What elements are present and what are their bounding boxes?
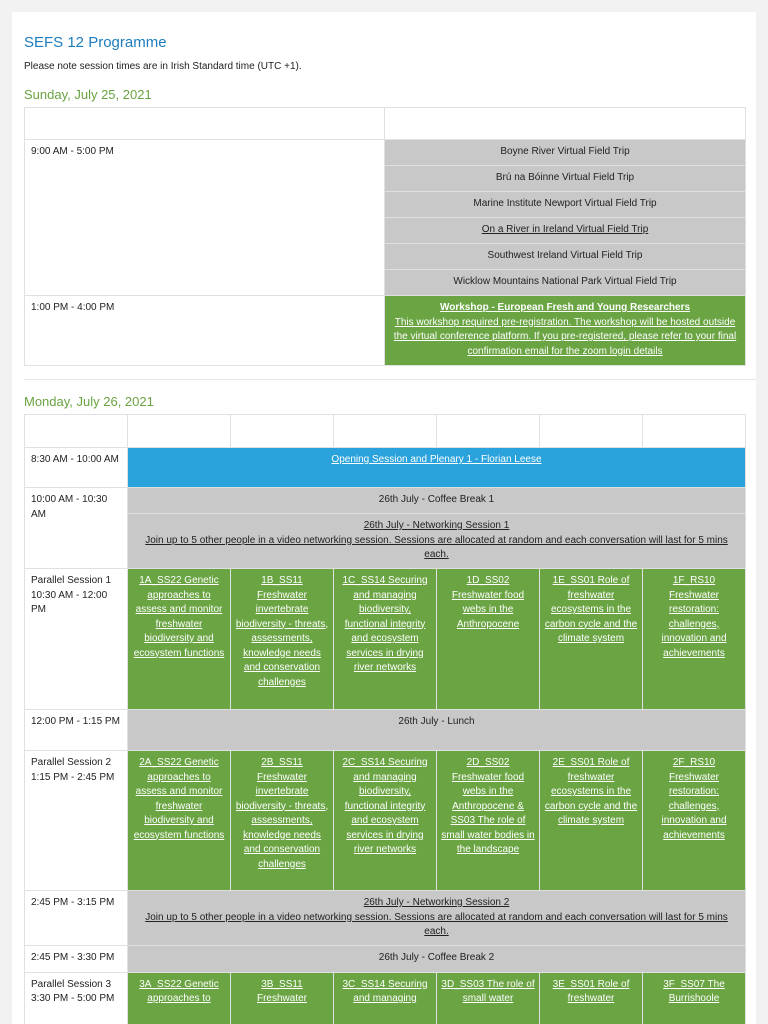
session-link[interactable]: Opening Session and Plenary 1 - Florian Leese — [331, 454, 542, 465]
session-link[interactable]: 1D_SS02 Freshwater food webs in the Anthropocene — [451, 575, 525, 630]
day-heading-monday: Monday, July 26, 2021 — [24, 394, 154, 409]
time-cell: Parallel Session 3 3:30 PM - 5:00 PM — [25, 972, 128, 1024]
time-cell: Parallel Session 1 10:30 AM - 12:00 PM — [25, 569, 128, 710]
session-cell — [128, 751, 231, 891]
session-link[interactable]: 1F_RS10 Freshwater restoration: challenges, innovation and achievements — [661, 575, 727, 659]
session-cell — [643, 751, 746, 891]
session-cell — [128, 448, 746, 488]
sunday-schedule-table — [24, 107, 746, 366]
session-link[interactable]: 3A_SS22 Genetic approaches to — [139, 978, 219, 1004]
session-cell — [128, 569, 231, 710]
session-cell — [385, 296, 746, 366]
header-cell — [334, 415, 437, 448]
session-link[interactable]: 3D_SS03 The role of small water — [441, 978, 535, 1004]
day-heading-sunday: Sunday, July 25, 2021 — [24, 87, 152, 102]
timezone-note: Please note session times are in Irish Standard time (UTC +1). — [24, 61, 302, 72]
session-link[interactable]: 1B_SS11 Freshwater invertebrate biodiversity - threats, assessments, knowledge needs and conservation challenges — [235, 575, 329, 688]
session-link[interactable]: 2E_SS01 Role of freshwater ecosystems in the carbon cycle and the climate system — [544, 757, 638, 826]
time-cell: 2:45 PM - 3:30 PM — [25, 945, 128, 972]
session-cell — [437, 751, 540, 891]
session-cell — [231, 751, 334, 891]
session-cell: Wicklow Mountains National Park Virtual Field Trip — [385, 270, 746, 296]
header-cell — [231, 415, 334, 448]
session-cell — [437, 569, 540, 710]
header-cell — [540, 415, 643, 448]
time-cell: 10:00 AM - 10:30 AM — [25, 488, 128, 569]
session-link[interactable]: 26th July - Networking Session 2 — [363, 897, 510, 908]
page-title: SEFS 12 Programme — [24, 34, 167, 51]
session-cell: Marine Institute Newport Virtual Field Trip — [385, 192, 746, 218]
session-cell — [334, 751, 437, 891]
session-link[interactable]: 1C_SS14 Securing and managing biodiversity, functional integrity and ecosystem services in drying river networks — [342, 575, 428, 673]
session-cell — [385, 218, 746, 244]
time-cell: 1:00 PM - 4:00 PM — [25, 296, 385, 366]
header-cell — [385, 108, 746, 140]
session-cell: Southwest Ireland Virtual Field Trip — [385, 244, 746, 270]
workshop-link[interactable]: Workshop - European Fresh and Young Researchers — [439, 302, 691, 313]
session-cell — [128, 891, 746, 946]
header-cell — [128, 415, 231, 448]
session-cell: Brú na Bóinne Virtual Field Trip — [385, 166, 746, 192]
time-cell: 12:00 PM - 1:15 PM — [25, 710, 128, 751]
session-link[interactable]: 2C_SS14 Securing and managing biodiversity, functional integrity and ecosystem services in drying river networks — [342, 757, 428, 855]
session-link[interactable]: 3E_SS01 Role of freshwater — [552, 978, 630, 1004]
session-cell — [128, 514, 746, 569]
header-cell — [25, 108, 385, 140]
session-description[interactable]: Join up to 5 other people in a video networking session. Sessions are allocated at random and each conversation will last for 5 mins each. — [145, 911, 728, 937]
session-link[interactable]: 2D_SS02 Freshwater food webs in the Anthropocene & SS03 The role of small water bodies in the landscape — [441, 757, 535, 855]
session-cell — [540, 972, 643, 1024]
session-cell — [643, 972, 746, 1024]
session-description[interactable]: Join up to 5 other people in a video networking session. Sessions are allocated at random and each conversation will last for 5 mins each. — [145, 534, 728, 560]
header-cell — [25, 415, 128, 448]
session-link[interactable]: 2F_RS10 Freshwater restoration: challenges, innovation and achievements — [661, 757, 727, 841]
session-link[interactable]: 26th July - Networking Session 1 — [363, 520, 510, 531]
time-cell: 9:00 AM - 5:00 PM — [25, 140, 385, 296]
time-cell: 8:30 AM - 10:00 AM — [25, 448, 128, 488]
session-cell — [540, 569, 643, 710]
session-cell — [540, 751, 643, 891]
session-link[interactable]: 2A_SS22 Genetic approaches to assess and monitor freshwater biodiversity and ecosystem functions — [133, 757, 225, 841]
session-cell — [643, 569, 746, 710]
session-link[interactable]: 1E_SS01 Role of freshwater ecosystems in the carbon cycle and the climate system — [544, 575, 638, 644]
session-cell: Boyne River Virtual Field Trip — [385, 140, 746, 166]
session-link[interactable]: 3F_SS07 The Burrishoole — [663, 978, 725, 1004]
session-cell — [231, 972, 334, 1024]
programme-panel — [12, 12, 756, 1024]
session-cell: 26th July - Lunch — [128, 710, 746, 751]
time-cell: Parallel Session 2 1:15 PM - 2:45 PM — [25, 751, 128, 891]
session-cell — [334, 972, 437, 1024]
session-link[interactable]: 3B_SS11 Freshwater — [256, 978, 307, 1004]
time-cell: 2:45 PM - 3:15 PM — [25, 891, 128, 946]
session-link[interactable]: On a River in Ireland Virtual Field Trip — [481, 224, 649, 235]
session-cell: 26th July - Coffee Break 2 — [128, 945, 746, 972]
session-link[interactable]: 2B_SS11 Freshwater invertebrate biodiversity - threats, assessments, knowledge needs and conservation challenges — [235, 757, 329, 870]
session-link[interactable]: 1A_SS22 Genetic approaches to assess and monitor freshwater biodiversity and ecosystem functions — [133, 575, 225, 659]
section-divider — [24, 379, 756, 380]
session-cell — [231, 569, 334, 710]
session-cell — [437, 972, 540, 1024]
header-cell — [437, 415, 540, 448]
session-cell — [334, 569, 437, 710]
session-cell — [128, 972, 231, 1024]
monday-schedule-table — [24, 414, 746, 1024]
session-link[interactable]: 3C_SS14 Securing and managing — [342, 978, 428, 1004]
workshop-description[interactable]: This workshop required pre-registration. The workshop will be hosted outside the virtual conference platform. If you pre-registered, please refer to your final confirmation email for the zoom login details — [393, 316, 737, 357]
session-cell: 26th July - Coffee Break 1 — [128, 488, 746, 514]
header-cell — [643, 415, 746, 448]
